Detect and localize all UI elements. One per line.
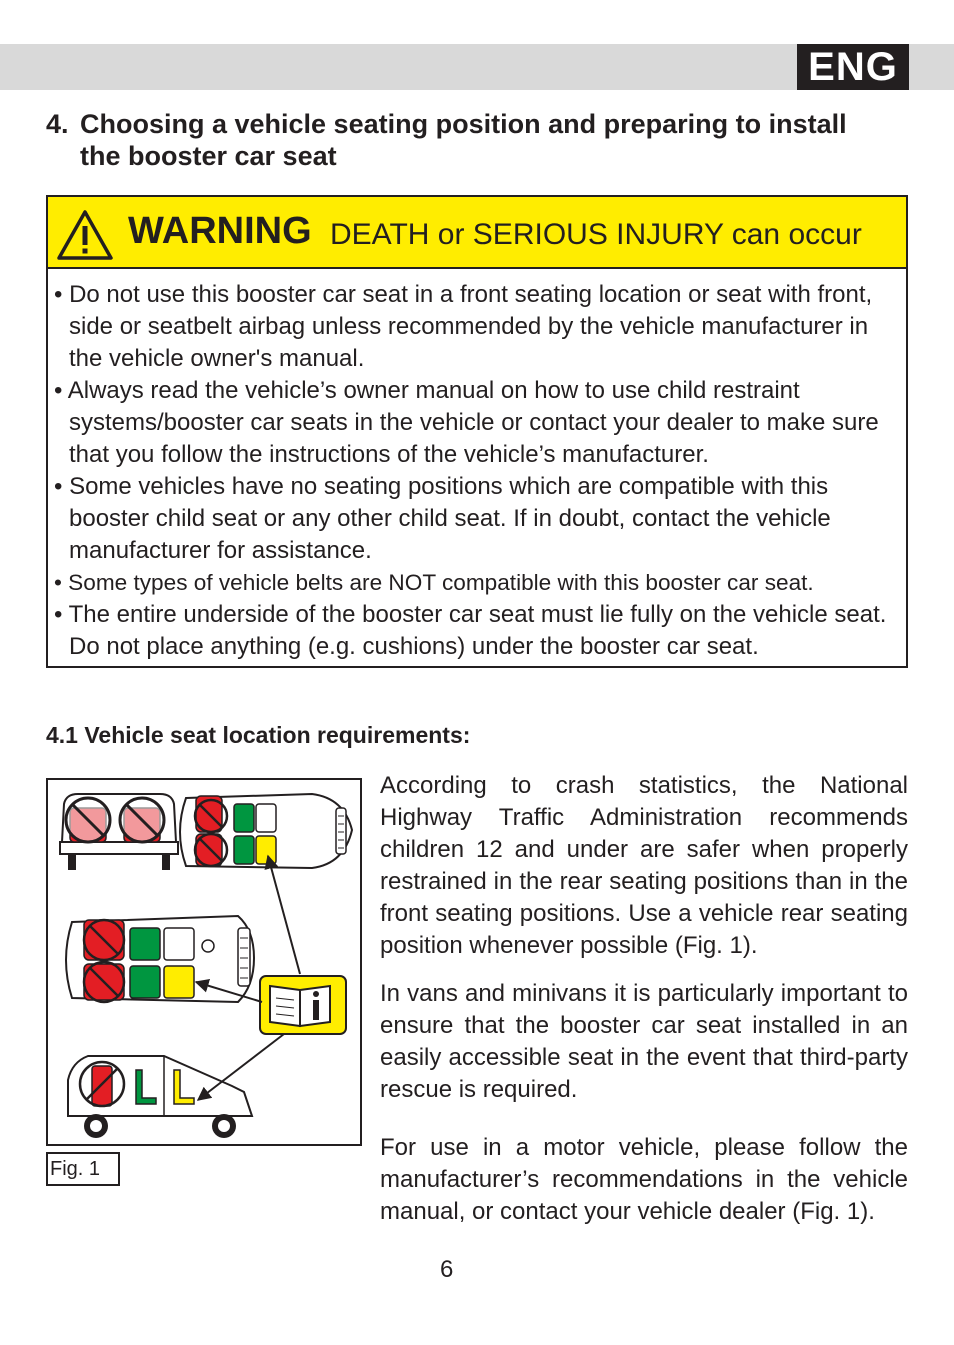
warning-list [48, 269, 906, 663]
paragraph-crash-statistics: According to crash statistics, the National Highway Traffic Administration recommends children 12 and under are safer when properly restrained in the rear seating positions than in the front seating positions. Use a vehicle rear seating position whenever possible (Fig. 1). [380, 772, 908, 959]
section-number: 4. [46, 109, 69, 139]
paragraph-manufacturer-recommendations: For use in a motor vehicle, please follow the manufacturer’s recommendations in the vehicle manual, or contact your vehicle dealer (Fig. 1). [380, 1134, 908, 1225]
warning-subtitle: DEATH or SERIOUS INJURY can occur [330, 218, 862, 251]
page-number: 6 [440, 1256, 454, 1283]
manual-info-icon [260, 976, 346, 1034]
language-badge: ENG [797, 44, 909, 90]
car-top-view [180, 794, 352, 868]
warning-item: • Some types of vehicle belts are NOT compatible with this booster car seat. [54, 570, 814, 595]
warning-triangle-icon [56, 209, 114, 261]
warning-item: • Do not use this booster car seat in a front seating location or seat with front, side or seatbelt airbag unless recommended by the vehicle manufacturer in the vehicle owner's manual. [54, 281, 873, 372]
van-top-view [66, 916, 254, 1002]
warning-word: WARNING [128, 210, 312, 252]
no-entry-icon [66, 798, 110, 842]
paragraph-vans-minivans: In vans and minivans it is particularly important to ensure that the booster car seat installed in an easily accessible seat in the event that third-party rescue is required. [380, 980, 908, 1103]
warning-item: • The entire underside of the booster car seat must lie fully on the vehicle seat. Do not place anything (e.g. cushions) under the booster car seat. [54, 601, 887, 660]
warning-header [48, 197, 906, 269]
subsection-title: 4.1 Vehicle seat location requirements: [46, 722, 471, 748]
figure-seat-positions [46, 778, 362, 1146]
section-title-line2: the booster car seat [80, 141, 337, 171]
warning-item: • Some vehicles have no seating positions which are compatible with this booster child seat or any other child seat. If in doubt, contact the vehicle manufacturer for assistance. [54, 473, 831, 564]
section-title-line1: Choosing a vehicle seating position and preparing to install [80, 109, 847, 139]
warning-item: • Always read the vehicle’s owner manual on how to use child restraint systems/booster car seats in the vehicle or contact your dealer to make sure that you follow the instructions of the vehicle’s manufacturer. [54, 377, 879, 468]
figure-caption: Fig. 1 [46, 1152, 120, 1186]
warning-box [46, 195, 908, 668]
van-side-view [68, 1056, 252, 1138]
no-entry-icon [120, 798, 164, 842]
section-title [46, 108, 916, 172]
vehicle-seating-diagram [48, 780, 360, 1144]
front-seats-view [60, 794, 178, 870]
